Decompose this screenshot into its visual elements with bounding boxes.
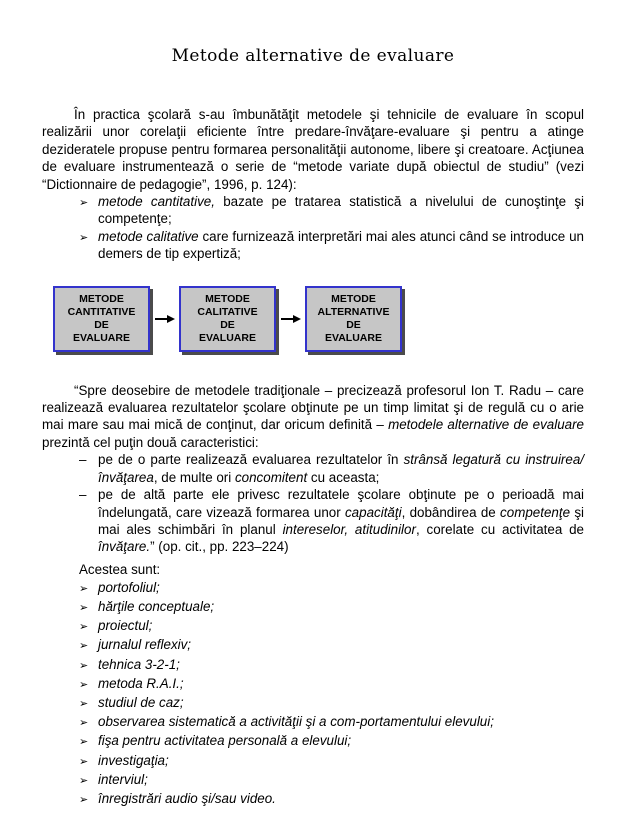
list-item-text: metode cantitative, bazate pe tratarea statistică a nivelului de cunoştinţe şi competenţe;: [98, 194, 584, 227]
diagram-box-line: EVALUARE: [325, 331, 382, 344]
dash-bullet: –: [79, 487, 87, 503]
diagram-box-alternative: [305, 286, 402, 352]
arrow-bullet-icon: ➢: [79, 581, 89, 595]
arrow-bullet-icon: ➢: [79, 639, 89, 653]
diagram-box-line: DE: [220, 318, 235, 331]
list-item: [79, 598, 584, 617]
alternative-methods-list: [42, 579, 584, 809]
arrow-bullet-icon: ➢: [79, 792, 89, 806]
diagram-box-line: DE: [346, 318, 361, 331]
list-item-text: pe de o parte realizează evaluarea rezultatelor în strânsă legatură cu instruirea/învăţarea, de multe ori concomitent cu aceasta;: [98, 452, 585, 485]
list-item: [79, 752, 584, 771]
intro-paragraph: În practica şcolară s-au îmbunătăţit metodele şi tehnicile de evaluare în scopul realizării unor corelaţii eficiente între predare-învăţare-evaluare şi pentru a atinge dezideratele propuse pentru formarea personalităţii autonome, libere şi creatoare. Acţiunea de evaluare instrumentează o serie de “metode variate după obiectul de studiu” (vezi “Dictionnaire de pedagogie”, 1996, p. 124):: [42, 107, 584, 192]
diagram-box-line: METODE: [79, 292, 124, 305]
list-item-text: jurnalul reflexiv;: [98, 637, 192, 653]
page-title: Metode alternative de evaluare: [171, 46, 455, 66]
list-item: [79, 771, 584, 790]
list-item-text: fişa pentru activitatea personală a elevului;: [98, 733, 352, 749]
arrow-bullet-icon: ➢: [79, 735, 89, 749]
diagram-box-line: EVALUARE: [73, 331, 130, 344]
arrow-bullet-icon: ➢: [79, 658, 89, 672]
arrow-bullet-icon: ➢: [79, 600, 89, 614]
list-item-text: pe de altă parte ele privesc rezultatele şcolare obţinute pe o perioadă mai îndelungată, care vizează formarea unor capacităţi, dobândirea de competenţe şi mai ales schimbări în planul intereselor, atitudinilor, corelate cu activitatea de învăţare.” (op. cit., pp. 223–224): [98, 487, 585, 555]
quote-paragraph: “Spre deosebire de metodele tradiţionale – precizează profesorul Ion T. Radu – care realizează evaluarea rezultatelor şcolare obţinute pe un timp limitat şi de regulă cu o arie mai mare sau mai mică de conţinut, dar oricum definită – metodele alternative de evaluare prezintă cel puţin două caracteristici:: [42, 382, 584, 450]
diagram-box-line: CANTITATIVE: [67, 305, 136, 318]
list-item-text: studiul de caz;: [98, 694, 184, 710]
method-types-list: [42, 193, 584, 263]
list-item-text: înregistrări audio şi/sau video.: [98, 790, 276, 806]
list-item: [79, 732, 584, 751]
list-item-text: interviul;: [98, 771, 148, 787]
list-item: [79, 228, 584, 263]
arrow-bullet-icon: ➢: [79, 716, 89, 730]
list-item: [79, 486, 584, 556]
right-arrow-icon: [150, 315, 179, 323]
arrow-bullet-icon: ➢: [79, 620, 89, 634]
arrow-bullet-icon: ➢: [79, 773, 89, 787]
diagram-box-cantitative: [53, 286, 150, 352]
list-item-text: hărţile conceptuale;: [98, 598, 215, 614]
list-item: [79, 617, 584, 636]
list-item-text: metoda R.A.I.;: [98, 675, 184, 691]
list-item: [79, 675, 584, 694]
list-item: [79, 790, 584, 809]
arrow-bullet-icon: ➢: [79, 754, 89, 768]
list-item-text: metode calitative care furnizează interpretări mai ales atunci când se introduce un demers de tip expertiză;: [98, 228, 585, 262]
list-item-text: investigaţia;: [98, 752, 169, 768]
diagram-box-line: METODE: [331, 292, 376, 305]
list-item-text: tehnica 3-2-1;: [98, 656, 180, 672]
list-item-text: observarea sistematică a activităţii şi a com-portamentului elevului;: [98, 714, 494, 730]
right-arrow-icon: [276, 315, 305, 323]
arrow-bullet-icon: ➢: [79, 677, 89, 691]
arrow-bullet-icon: ➢: [79, 196, 89, 210]
list-item: [79, 451, 584, 486]
arrow-bullet-icon: ➢: [79, 230, 89, 244]
diagram-box-line: CALITATIVE: [197, 305, 258, 318]
diagram-box-line: ALTERNATIVE: [317, 305, 390, 318]
diagram-box-line: DE: [94, 318, 109, 331]
diagram-box-line: METODE: [205, 292, 250, 305]
list-item: [79, 694, 584, 713]
list-item: [79, 656, 584, 675]
evaluation-methods-diagram: [53, 283, 584, 355]
list-item: [79, 193, 584, 228]
diagram-box-calitative: [179, 286, 276, 352]
characteristics-list: [42, 451, 584, 555]
arrow-bullet-icon: ➢: [79, 696, 89, 710]
dash-bullet: –: [79, 452, 87, 468]
list-item: [79, 636, 584, 655]
list-item: [79, 713, 584, 732]
acestea-sunt-label: Acestea sunt:: [79, 561, 161, 577]
list-item-text: portofoliul;: [98, 579, 160, 595]
list-item: [79, 579, 584, 598]
diagram-box-line: EVALUARE: [199, 331, 256, 344]
page-content: [0, 46, 624, 809]
list-item-text: proiectul;: [98, 618, 153, 634]
